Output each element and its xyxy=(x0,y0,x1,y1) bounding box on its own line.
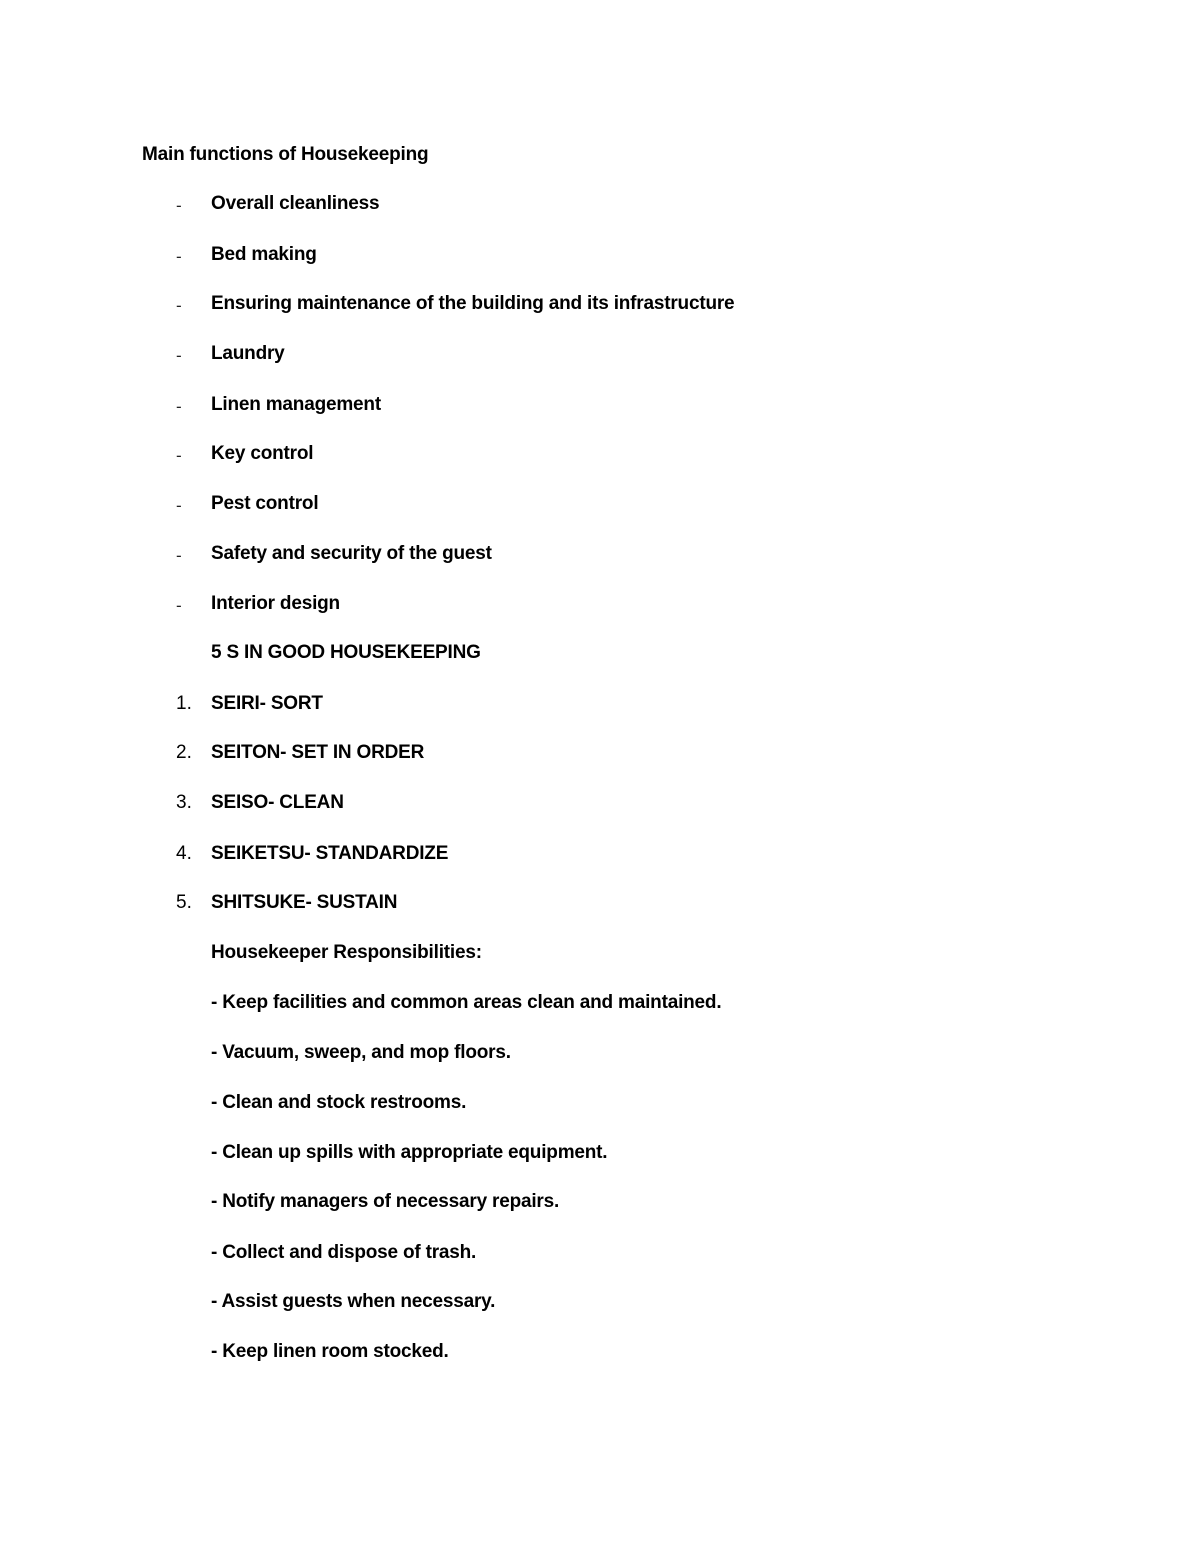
responsibility-item: - Collect and dispose of trash. xyxy=(211,1242,477,1263)
responsibility-item: - Clean up spills with appropriate equipment. xyxy=(211,1142,608,1163)
item-number: 3. xyxy=(176,792,192,813)
numbered-item-text: SEIRI- SORT xyxy=(211,693,323,714)
numbered-item-text: SEITON- SET IN ORDER xyxy=(211,742,425,763)
responsibility-item: - Vacuum, sweep, and mop floors. xyxy=(211,1042,511,1063)
list-item-text: Ensuring maintenance of the building and its infrastructure xyxy=(211,293,735,314)
bullet-dash: - xyxy=(176,446,182,465)
responsibility-item: - Keep linen room stocked. xyxy=(211,1341,449,1362)
numbered-item-text: SEIKETSU- STANDARDIZE xyxy=(211,843,449,864)
responsibility-item: - Keep facilities and common areas clean and maintained. xyxy=(211,992,722,1013)
responsibility-item: - Assist guests when necessary. xyxy=(211,1291,496,1312)
responsibility-item: - Clean and stock restrooms. xyxy=(211,1092,467,1113)
responsibility-item: - Notify managers of necessary repairs. xyxy=(211,1191,560,1212)
numbered-item-text: SHITSUKE- SUSTAIN xyxy=(211,892,398,913)
list-item-text: Laundry xyxy=(211,343,285,364)
bullet-dash: - xyxy=(176,296,182,315)
list-item-text: Linen management xyxy=(211,394,381,415)
bullet-dash: - xyxy=(176,196,182,215)
document-title: Main functions of Housekeeping xyxy=(142,144,429,165)
bullet-dash: - xyxy=(176,397,182,416)
numbered-item-text: SEISO- CLEAN xyxy=(211,792,344,813)
responsibilities-heading: Housekeeper Responsibilities: xyxy=(211,942,482,963)
bullet-dash: - xyxy=(176,247,182,266)
item-number: 2. xyxy=(176,742,192,763)
list-item-text: Interior design xyxy=(211,593,340,614)
list-item-text: Safety and security of the guest xyxy=(211,543,492,564)
five-s-heading: 5 S IN GOOD HOUSEKEEPING xyxy=(211,642,481,663)
bullet-dash: - xyxy=(176,346,182,365)
bullet-dash: - xyxy=(176,546,182,565)
item-number: 1. xyxy=(176,693,192,714)
item-number: 4. xyxy=(176,843,192,864)
list-item-text: Pest control xyxy=(211,493,319,514)
bullet-dash: - xyxy=(176,596,182,615)
item-number: 5. xyxy=(176,892,192,913)
list-item-text: Bed making xyxy=(211,244,317,265)
bullet-dash: - xyxy=(176,496,182,515)
list-item-text: Overall cleanliness xyxy=(211,193,380,214)
list-item-text: Key control xyxy=(211,443,314,464)
